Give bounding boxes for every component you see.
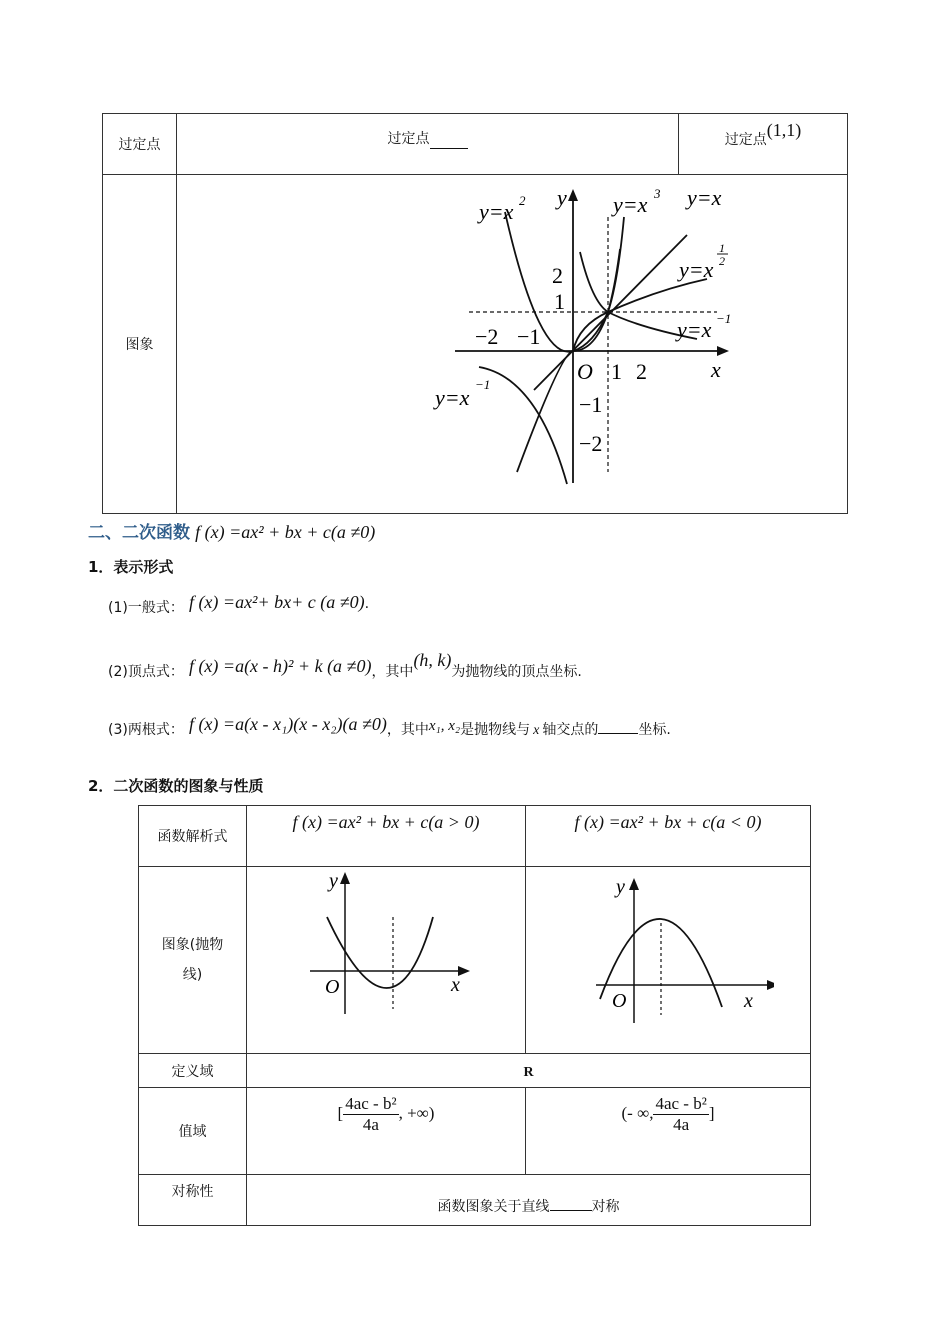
parabola-up-y-arrow	[340, 872, 350, 884]
parabola-down-graph	[594, 875, 774, 1025]
expr-label: 函数解析式	[157, 829, 228, 845]
parabola-down-y-arrow	[629, 878, 639, 890]
range-neg-cell	[526, 1088, 811, 1175]
tick-x-neg1: −1	[517, 324, 541, 349]
label-y-x3: y=x	[613, 192, 648, 217]
range-neg-fraction	[653, 1094, 708, 1135]
range-label: 值域	[178, 1124, 207, 1140]
label-y-sqrt-exp-den: 2	[719, 254, 725, 268]
tick-y-neg2: −2	[579, 431, 603, 456]
tick-x-1: 1	[611, 359, 622, 384]
domain-value-cell	[247, 1054, 811, 1088]
vertex-point: (h, k)	[413, 650, 452, 670]
y-axis-arrow	[568, 189, 578, 201]
axis-label-x: x	[711, 357, 721, 382]
general-form-line	[108, 592, 370, 616]
roots-form-mid: ，其中	[386, 722, 429, 738]
label-y-sqrt-exp-num: 1	[719, 241, 725, 255]
range-neg-close: ]	[708, 1103, 715, 1123]
parabola-down-cell	[526, 867, 811, 1054]
range-pos-open: [	[337, 1103, 344, 1123]
range-neg-denominator: 4a	[673, 1115, 690, 1134]
x-axis-arrow	[717, 346, 729, 356]
label-y-x2-exp: 2	[519, 193, 526, 208]
vertex-form-tail: 为抛物线的顶点坐标.	[451, 664, 582, 680]
roots-form-tail2: 轴交点的	[542, 722, 599, 738]
domain-value: R	[523, 1064, 534, 1080]
label-y-inv-neg-exp: −1	[475, 377, 491, 392]
general-form-formula: f (x) =ax²+ bx+ c (a ≠0)	[188, 592, 365, 612]
fixed-point-label: 过定点	[118, 137, 161, 153]
domain-label-cell	[139, 1054, 247, 1088]
curve-inverse-neg	[479, 367, 567, 484]
axis-label-y: y	[557, 187, 567, 210]
fixed-point-right-cell	[679, 114, 848, 175]
section-title-text: 二、二次函数	[88, 523, 190, 543]
range-pos-denominator: 4a	[362, 1115, 379, 1134]
parabola-down-origin: O	[612, 990, 627, 1012]
parabola-down-y-label: y	[616, 876, 625, 898]
tick-y-2: 2	[552, 263, 563, 288]
tick-x-2: 2	[636, 359, 647, 384]
parabola-up-origin: O	[325, 976, 340, 998]
roots-form-tail1: 是抛物线与	[460, 722, 531, 738]
quadratic-table	[138, 805, 811, 1226]
roots-form-tail3: 坐标.	[638, 722, 671, 738]
tick-y-neg1: −1	[579, 392, 603, 417]
expr-neg: f (x) =ax² + bx + c(a < 0)	[574, 812, 762, 832]
expr-label-cell	[139, 806, 247, 867]
symmetry-label-cell	[139, 1175, 247, 1226]
vertex-form-mid: ，其中	[371, 664, 414, 680]
fixed-point-right-text: 过定点	[724, 132, 767, 148]
power-functions-graph	[417, 187, 757, 497]
vertex-form-line	[108, 650, 582, 680]
symmetry-blank	[550, 1196, 592, 1211]
parabola-down-x-label: x	[744, 990, 753, 1012]
roots-x: x	[533, 723, 540, 738]
fixed-point-middle-text: 过定点	[387, 131, 430, 147]
symmetry-value-cell	[247, 1175, 811, 1226]
fixed-point-coordinate: (1,1)	[766, 120, 802, 140]
tick-x-neg2: −2	[475, 324, 499, 349]
expr-pos-cell	[247, 806, 526, 867]
vertex-form-formula: f (x) =a(x - h)² + k (a ≠0)	[188, 656, 372, 676]
section-title-formula: f (x) =ax² + bx + c(a ≠0)	[195, 522, 376, 542]
fixed-point-label-cell	[103, 114, 177, 175]
roots-blank	[598, 719, 638, 734]
range-pos-fraction	[343, 1094, 398, 1135]
parabola-up-graph	[305, 869, 485, 1019]
parabola-down-x-arrow	[767, 980, 774, 990]
range-label-cell	[139, 1088, 247, 1175]
parabola-up-curve	[327, 917, 433, 988]
roots-vars: x₁, x₂	[428, 718, 461, 734]
graph-label-cell	[103, 175, 177, 514]
general-form-label: (1)一般式：	[108, 600, 184, 616]
label-y-x2: y=x	[479, 199, 514, 224]
label-y-inv-pos-exp: −1	[716, 311, 732, 326]
general-form-tail: .	[364, 596, 370, 612]
parabola-up-y-label: y	[329, 870, 338, 892]
item1-heading: 1．表示形式	[88, 558, 174, 576]
label-y-sqrt: y=x	[679, 257, 714, 282]
range-pos-numerator: 4ac - b²	[345, 1094, 397, 1113]
parabola-up-cell	[247, 867, 526, 1054]
label-y-inv-pos: y=x	[677, 317, 712, 342]
item2-heading: 2．二次函数的图象与性质	[88, 777, 264, 795]
graph-row-label-1: 图象(抛物	[161, 937, 224, 953]
domain-label: 定义域	[171, 1063, 214, 1080]
section-title	[88, 518, 375, 543]
fixed-point-middle-cell	[177, 114, 679, 175]
power-function-table	[102, 113, 848, 514]
vertex-form-label: (2)顶点式：	[108, 664, 184, 680]
range-neg-open: (- ∞,	[621, 1103, 654, 1123]
range-pos-close: , +∞)	[398, 1103, 435, 1123]
tick-y-1: 1	[554, 289, 565, 314]
expr-pos: f (x) =ax² + bx + c(a > 0)	[292, 812, 480, 832]
symmetry-pre: 函数图象关于直线	[437, 1199, 550, 1215]
symmetry-label: 对称性	[171, 1184, 214, 1200]
roots-form-line	[108, 714, 671, 738]
symmetry-post: 对称	[591, 1199, 620, 1215]
label-y-inv-neg: y=x	[435, 385, 470, 410]
roots-form-formula: f (x) =a(x - x₁)(x - x₂)(a ≠0)	[188, 714, 387, 734]
graph-label: 图象	[125, 337, 154, 353]
range-pos-cell	[247, 1088, 526, 1175]
fixed-point-blank	[430, 130, 468, 149]
label-y-x3-exp: 3	[654, 187, 661, 201]
graph-row-label-2: 线)	[182, 967, 203, 983]
label-y-x: y=x	[687, 187, 722, 210]
power-graph-cell	[177, 175, 848, 514]
parabola-up-x-label: x	[451, 974, 460, 996]
roots-form-label: (3)两根式：	[108, 722, 184, 738]
range-neg-numerator: 4ac - b²	[655, 1094, 707, 1113]
graph-row-label-cell	[139, 867, 247, 1054]
origin-label: O	[577, 359, 593, 384]
expr-neg-cell	[526, 806, 811, 867]
